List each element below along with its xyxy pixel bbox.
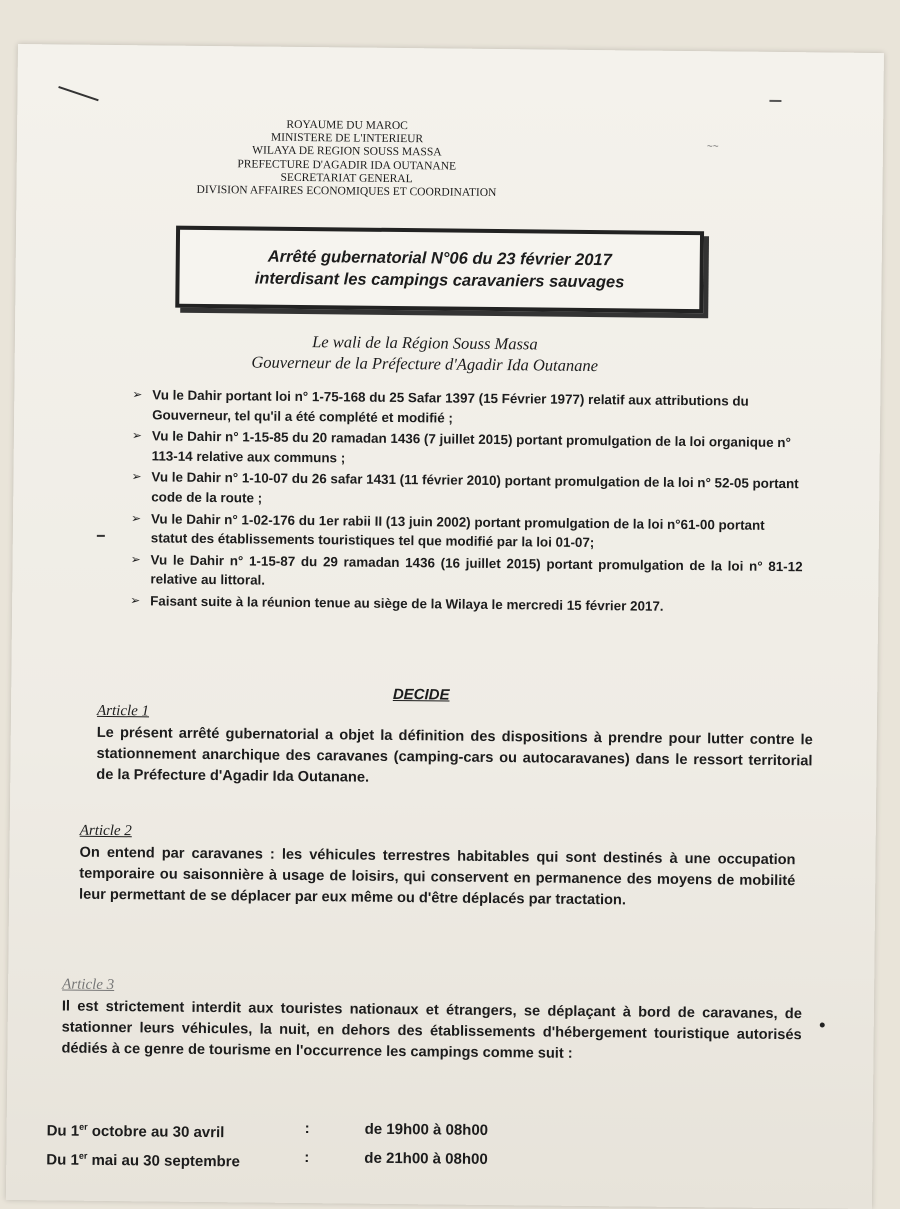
article-body: Le présent arrêté gubernatorial a objet la définition des dispositions à prendre pour lutter contre le stationnement anarchique des caravanes (camping-cars ou autocaravanes) dans le ressort territorial de la Préfecture d'Agadir Ida Outanane. — [96, 724, 813, 786]
pen-mark — [58, 86, 98, 101]
article-title: Article 1 — [96, 702, 150, 720]
legal-reference-item — [131, 468, 803, 514]
article-1 — [96, 703, 813, 793]
legal-reference-item — [132, 426, 804, 472]
decree-title-line: interdisant les campings caravaniers sauvages — [254, 269, 625, 292]
legal-reference-text: Vu le Dahir portant loi n° 1-75-168 du 25 Safar 1397 (15 Février 1977) relatif aux attributions du Gouverneur, tel qu'il a été complété et modifié ; — [152, 387, 749, 426]
arrow-bullet-icon: ➢ — [130, 551, 141, 567]
legal-reference-item — [130, 550, 802, 596]
letterhead — [106, 117, 587, 201]
article-2 — [79, 823, 796, 913]
decide-heading: DECIDE — [392, 685, 450, 704]
legal-reference-item — [131, 509, 803, 555]
arrow-bullet-icon: ➢ — [130, 510, 142, 525]
authority-line: Gouverneur de la Préfecture d'Agadir Ida Outanane — [251, 352, 599, 376]
pen-mark: ~~ — [706, 141, 719, 153]
schedule-colon: : — [304, 1149, 310, 1167]
letterhead-line: PREFECTURE D'AGADIR IDA OUTANANE — [237, 157, 457, 173]
schedule-period: Du 1er octobre au 30 avril — [46, 1121, 225, 1142]
schedule-hours: de 19h00 à 08h00 — [364, 1120, 489, 1139]
decree-title-box — [175, 226, 704, 314]
decree-title-line: Arrêté gubernatorial N°06 du 23 février 2017 — [267, 247, 612, 270]
schedule-row — [46, 1114, 488, 1148]
legal-reference-text: Vu le Dahir n° 1-02-176 du 1er rabii II (13 juin 2002) portant promulgation de la loi n°61-00 portant statut des établissements touristiques tel que modifié par la loi 01-07; — [150, 510, 765, 551]
letterhead-line: ROYAUME DU MAROC — [286, 118, 408, 133]
arrow-bullet-icon: ➢ — [131, 469, 142, 484]
article-title: Article 2 — [79, 822, 132, 840]
schedule-hours: de 21h00 à 08h00 — [364, 1149, 488, 1168]
schedule-row — [46, 1143, 488, 1177]
legal-reference-text: Vu le Dahir n° 1-10-07 du 26 safar 1431 (11 février 2010) portant promulgation de la loi n° 52-05 portant code de la route ; — [151, 469, 799, 506]
article-body: Il est strictement interdit aux touristes nationaux et étrangers, se déplaçant à bord de caravanes, de stationner leurs véhicules, la nuit, en dehors des établissements d'hébergement touristique autorisés dédiés à ce genre de tourisme en l'occurrence les campings comme suit : — [61, 998, 802, 1062]
letterhead-line: WILAYA DE REGION SOUSS MASSA — [252, 144, 442, 159]
schedule-colon: : — [304, 1120, 310, 1138]
schedule-table — [46, 1114, 488, 1177]
authority-line: Le wali de la Région Souss Massa — [312, 332, 538, 354]
legal-reference-text: Faisant suite à la réunion tenue au siège de la Wilaya le mercredi 15 février 2017. — [150, 593, 664, 614]
issuing-authority — [215, 330, 635, 376]
arrow-bullet-icon: ➢ — [130, 593, 141, 608]
legal-references — [130, 385, 804, 620]
letterhead-line: SECRETARIAT GENERAL — [280, 171, 413, 185]
article-title: Article 3 — [62, 976, 115, 994]
pen-mark — [97, 535, 105, 537]
letterhead-line: MINISTERE DE L'INTERIEUR — [270, 131, 424, 146]
arrow-bullet-icon: ➢ — [131, 428, 143, 443]
pen-mark — [769, 100, 781, 102]
schedule-period: Du 1er mai au 30 septembre — [46, 1150, 241, 1171]
arrow-bullet-icon: ➢ — [132, 387, 143, 402]
pen-mark — [820, 1022, 825, 1027]
legal-reference-item — [132, 385, 804, 431]
document-sheet — [6, 44, 884, 1209]
legal-reference-text: Vu le Dahir n° 1-15-85 du 20 ramadan 1436 (7 juillet 2015) portant promulgation de la loi organique n° 113-14 relative aux communs ; — [151, 428, 791, 466]
article-3 — [61, 977, 802, 1068]
legal-reference-text: Vu le Dahir n° 1-15-87 du 29 ramadan 1436 (16 juillet 2015) portant promulgation de la loi n° 81-12 relative au littoral. — [150, 552, 803, 588]
article-body: On entend par caravanes : les véhicules terrestres habitables qui sont destinés à une occupation temporaire ou saisonnière à usage de loisirs, qui conservent en permanence des moyens de mobilité leur permettant de se déplacer par eux même ou d'être déplacés par tractation. — [79, 844, 796, 909]
letterhead-line: DIVISION AFFAIRES ECONOMIQUES ET COORDINATION — [196, 183, 497, 200]
